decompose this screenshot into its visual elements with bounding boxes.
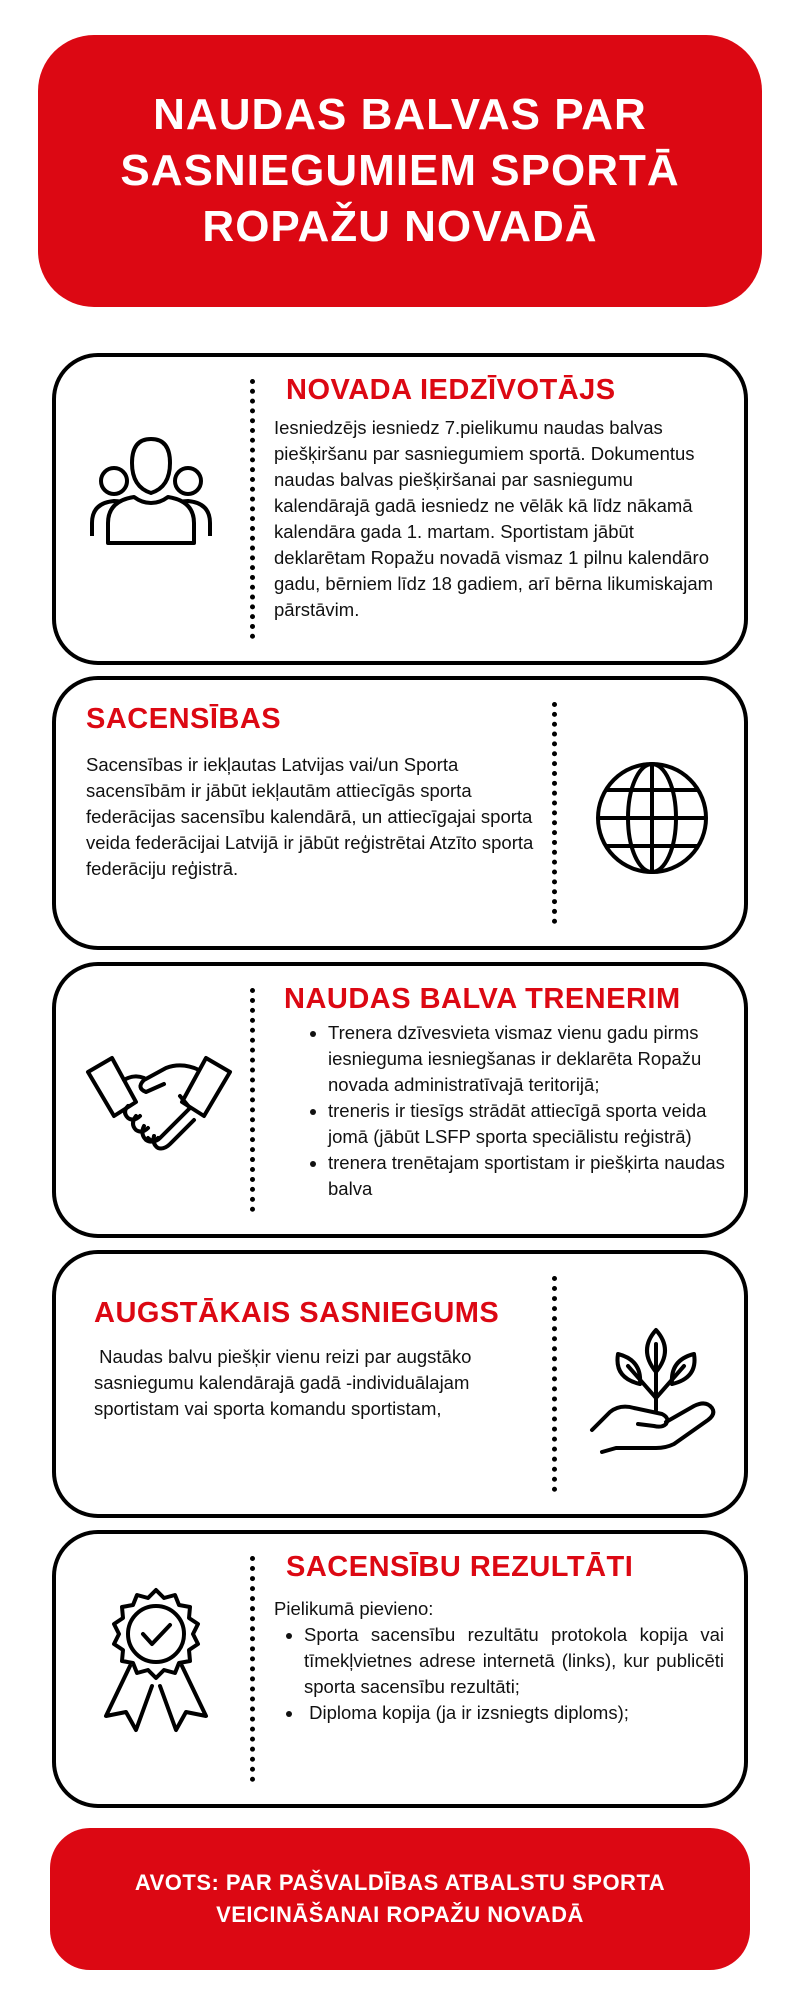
card-text: Naudas balvu piešķir vienu reizi par augstāko sasniegumu kalendārajā gadā -individuālajam sportistam vai sporta komandu sportistam, — [94, 1346, 477, 1419]
list-item: • Diploma kopija (ja ir izsniegts diploms); — [304, 1700, 724, 1726]
list-item: • Sporta sacensību rezultātu protokola kopija vai tīmekļvietnes adrese internetā (links), kur publicēti sporta sacensību rezultāti; — [304, 1622, 724, 1700]
card-text: Iesniedzējs iesniedz 7.pielikumu naudas balvas piešķiršanu par sasniegumiem sportā. Dokumentus naudas balvas piešķiršanai par sasniegumu kalendārajā gadā iesniedz ne vēlāk kā līdz nākamā kalendāra gada 1. martam. Sportistam jābūt deklarētam Ropažu novadā vismaz 1 pilnu kalendāro gadu, bērniem līdz 18 gadiem, arī bērna likumiskajam pārstāvim. — [274, 417, 714, 620]
list-item: • treneris ir tiesīgs strādāt attiecīgā sporta veida jomā (jābūt LSFP sporta speciālistu reģistrā) — [328, 1098, 726, 1150]
card-title: AUGSTĀKAIS SASNIEGUMS — [94, 1297, 500, 1329]
card-bullet-list — [302, 1020, 726, 1202]
card-competitions — [52, 676, 748, 950]
card-highest-achievement — [52, 1250, 748, 1518]
source-banner — [50, 1828, 750, 1970]
plant-hand-icon — [588, 1320, 724, 1456]
list-item: • trenera trenētajam sportistam ir piešķirta naudas balva — [328, 1150, 726, 1202]
people-group-icon — [86, 431, 216, 551]
card-title: SACENSĪBU REZULTĀTI — [286, 1551, 634, 1583]
card-text: Sacensības ir iekļautas Latvijas vai/un Sporta sacensībām ir jābūt iekļautām attiecīgās sporta federācijas sacensību kalendārā, un attiecīgajai sporta veida federācijai Latvijā ir jābūt reģistrētai Atzīto sporta federāciju reģistrā. — [86, 754, 534, 879]
card-bullet-list — [278, 1622, 724, 1726]
header-banner — [38, 35, 762, 307]
page-title: NAUDAS BALVAS PAR SASNIEGUMIEM SPORTĀ ROPAŽU NOVADĀ — [120, 90, 680, 251]
award-ribbon-icon — [96, 1586, 216, 1736]
globe-icon — [592, 758, 712, 878]
dotted-divider — [250, 1556, 255, 1782]
dotted-divider — [250, 988, 255, 1212]
card-title: NOVADA IEDZĪVOTĀJS — [286, 374, 616, 406]
card-coach-award — [52, 962, 748, 1238]
list-item: • Trenera dzīvesvieta vismaz vienu gadu pirms iesnieguma iesniegšanas ir deklarēta Ropažu novada administratīvajā teritorijā; — [328, 1020, 726, 1098]
dotted-divider — [250, 379, 255, 639]
card-title: SACENSĪBAS — [86, 703, 282, 735]
card-resident — [52, 353, 748, 665]
dotted-divider — [552, 702, 557, 924]
card-title: NAUDAS BALVA TRENERIM — [284, 983, 681, 1015]
handshake-icon — [84, 1046, 234, 1156]
source-text: AVOTS: PAR PAŠVALDĪBAS ATBALSTU SPORTA VEICINĀŠANAI ROPAŽU NOVADĀ — [134, 1870, 666, 1927]
card-competition-results — [52, 1530, 748, 1808]
dotted-divider — [552, 1276, 557, 1492]
card-intro: Pielikumā pievieno: — [274, 1598, 434, 1619]
